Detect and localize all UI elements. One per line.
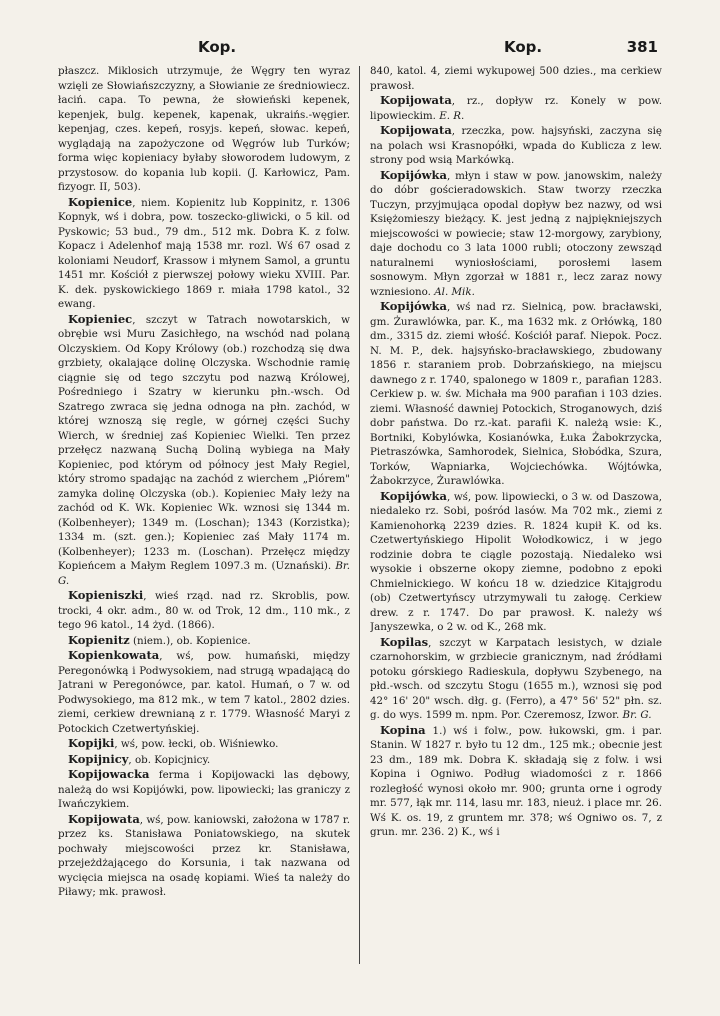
entry-text: , wś, pow. kaniowski, założona w 1787 r. przez ks. Stanisława Poniatowskiego, na skutek pochwały miejscowości przez kr. Stanisława, przejeżdżającego do Korsunia, i tak nazwana od wycięcia miejsca na osadę kopiami. Wieś ta należy do Piławy; mk. prawosł. bbox=[58, 813, 350, 898]
dictionary-entry bbox=[58, 312, 350, 589]
dictionary-entry bbox=[58, 64, 350, 195]
left-column bbox=[58, 64, 350, 964]
entry-headword: Kopieniec bbox=[68, 311, 133, 326]
entry-text: , szczyt w Tatrach nowotarskich, w obrębie wsi Muru Zasichłego, na wschód nad polaną Olczyskiem. Od Kopy Królowy (ob.) rozchodzą się dwa grzbiety, okalające dolinę Olczyska. Wschodnie ramię ciągnie się od tego szczytu pod nazwą Królowej, Pośredniego i Szatry w kierunku płn.-wsch. Od Szatrego zwraca się jedna odnoga na płn. zachód, w której wznoszą się regle, w górnej części Suchy Wierch, w średniej zaś Kopieniec Wielki. Ten przez przełęcz nazwaną Suchą Doliną wybiega na Mały Kopieniec, pod którym od północy jest Mały Regiel, który stromo spadając na zachód z wierchem „Piórem" zamyka dolinę Olczyska (ob.). Kopieniec Mały leży na zachód od K. Wk. Kopieniec Wk. wznosi się 1344 m. (Kolbenheyer); 1349 m. (Loschan); 1343 (Korzistka); 1334 m. (szt. gen.); Kopieniec zaś Mały 1174 m. (Kolbenheyer); 1233 m. (Loschan). Przełęcz między Kopieńcem a Małym Reglem 1097.3 m. (Uznański). bbox=[58, 313, 350, 572]
dictionary-entry bbox=[370, 64, 662, 93]
entry-text: , rz., dopływ rz. Konely w pow. lipowieckim. bbox=[370, 95, 662, 122]
entry-headword: Kopijnicy bbox=[68, 751, 129, 766]
entry-text: , wś nad rz. Sielnicą, pow. bracławski, gm. Żurawlówka, par. K., ma 1632 mk. z Orłówką, 180 dm., 3315 dz. ziemi włość. Kościół paraf. Niepok. Pocz. N. M. P., dek. hajsyńsko-bracławskiego, zbudowany 1856 r. staraniem prob. Dobrzańskiego, na miejscu dawnego z r. 1740, spalonego w 1809 r., parafian 1283. Cerkiew p. w. św. Michała ma 900 parafian i 103 dzies. ziemi. Własność dawniej Potockich, Stroganowych, dziś dobr państwa. Do rz.-kat. parafii K. należą wsie: K., Bortniki, Kobylówka, Kosianówka, Łuka Żabokrzycka, Pietraszówka, Samhorodek, Sielnica, Słobódka, Szura, Torków, Wapniarka, Wojciechówka. Wójtówka, Żabokrzyce, Żurawlówka. bbox=[370, 301, 662, 487]
entry-headword: Kopilas bbox=[380, 634, 429, 649]
dictionary-entry bbox=[58, 812, 350, 900]
entry-text: , rzeczka, pow. hajsyński, zaczyna się na polach wsi Krasnopółki, wpada do Kublicza z lew. strony pod wsią Markówką. bbox=[370, 125, 662, 166]
entry-headword: Kopienitz bbox=[68, 632, 130, 647]
dictionary-entry bbox=[58, 767, 350, 812]
page-number: 381 bbox=[626, 38, 658, 56]
dictionary-entry bbox=[58, 633, 350, 649]
dictionary-entry bbox=[370, 723, 662, 840]
entry-text: , młyn i staw w pow. janowskim, należy do dóbr gościeradowskich. Staw tworzy rzeczka Tuczyn, przyjmująca opodal dopływ bez nazwy, od wsi Księżomieszy bieżący. K. jest jedną z najpiękniejszych miejscowości w powiecie; staw 12-morgowy, zarybiony, daje dochodu co 3 lata 1000 rubli; otoczony zewsząd naturalnemi wyniosłościami, porosłemi lasem sosnowym. Młyn zgorzał w 1881 r., lecz zaraz nowy wzniesiono. bbox=[370, 169, 662, 298]
entry-text: , szczyt w Karpatach lesistych, w dziale czarnohorskim, w grzbiecie granicznym, nad źródłami potoku górskiego Radieskula, dopływu Szybenego, na płd.-wsch. od szczytu Stogu (1655 m.), wznosi się pod 42° 16' 20" wsch. dłg. g. (Ferro), a 47° 56' 52" płn. sz. g. do wys. 1599 m. npm. Por. Czeremosz, Izwor. bbox=[370, 636, 662, 721]
entry-headword: Kopieniszki bbox=[68, 588, 144, 602]
entry-signature: Br. G. bbox=[58, 560, 350, 587]
dictionary-entry bbox=[58, 752, 350, 768]
entry-text: 840, katol. 4, ziemi wykupowej 500 dzies., ma cerkiew prawosł. bbox=[370, 65, 662, 92]
entry-text: , wś, pow. humański, między Peregonówką i Podwysokiem, nad strugą wpadającą do Jatrani w Peregonówce, par. katol. Humań, o 7 w. od Podwysokiego, ma 812 mk., w tem 7 katol., 2802 dzies. ziemi, cerkiew drewnianą z r. 1779. Własność Maryi z Potockich Czetwertyńskiej. bbox=[58, 650, 350, 735]
header-left: Kop. bbox=[198, 38, 237, 56]
entry-text: , wś, pow. łecki, ob. Wiśniewko. bbox=[114, 738, 279, 750]
entry-text: ferma i Kopijowacki las dębowy, należą do wsi Kopijówki, pow. lipowiecki; las graniczy z Iwańczykiem. bbox=[58, 769, 350, 810]
entry-headword: Kopina bbox=[380, 722, 426, 737]
entry-headword: Kopijowacka bbox=[68, 767, 150, 781]
entry-headword: Kopijowata bbox=[380, 123, 452, 137]
entry-headword: Kopijowata bbox=[68, 811, 140, 826]
dictionary-entry bbox=[58, 648, 350, 736]
dictionary-entry bbox=[370, 299, 662, 489]
dictionary-entry bbox=[58, 195, 350, 312]
entry-headword: Kopijówka bbox=[380, 488, 447, 503]
entry-signature: E. R. bbox=[435, 109, 465, 122]
entry-headword: Kopijki bbox=[68, 736, 115, 750]
right-column bbox=[370, 64, 662, 964]
entry-text: , wś, pow. lipowiecki, o 3 w. od Daszowa, niedaleko rz. Sobi, pośród lasów. Ma 702 mk., ziemi z Kamienohorką 2239 dzies. R. 1824 kupił K. od ks. Czetwertyńskiego Hipolit Wołodkowicz, i w jego rodzinie dobra te ciągle pozostają. Niedaleko wsi wysokie i obszerne okopy ziemne, podobno z epoki Chmielnickiego. W końcu 18 w. dziedzice Kitajgrodu (ob) Czetwertyńscy utrzymywali tu załogę. Cerkiew drew. z r. 1747. Do par prawosł. K. należy wś Janyszewka, o 2 w. od K., 268 mk. bbox=[370, 490, 662, 633]
header-right: Kop. bbox=[504, 38, 543, 56]
entry-text: (niem.), ob. Kopienice. bbox=[129, 634, 251, 647]
dictionary-entry bbox=[58, 736, 350, 752]
entry-text: , niem. Kopienitz lub Koppinitz, r. 1306 Kopnyk, wś i dobra, pow. toszecko-gliwicki, o 5 kil. od Pyskowic; 53 bud., 79 dm., 512 mk. Dobra K. z folw. Kopacz i Adelenhof mają 1538 mr. rozl. Wś 67 osad z koloniami Neudorf, Krassow i młynem Samol, a gruntu 1451 mr. Kościół z pierwszej połowy wieku XVIII. Par. K. dek. pyskowickiego 1869 r. miała 1798 katol., 32 ewang. bbox=[58, 196, 350, 310]
entry-text: 1.) wś i folw., pow. łukowski, gm. i par. Stanin. W 1827 r. było tu 12 dm., 125 mk.; obecnie jest 23 dm., 189 mk. Dobra K. składają się z folw. i wsi Kopina i Ogniwo. Podług wiadomości z r. 1866 rozległość wynosi około mr. 900; grunta orne i ogrody mr. 577, łąk mr. 114, lasu mr. 183, nieuż. i place mr. 26. Wś K. os. 19, z gruntem mr. 378; wś Ogniwo os. 7, z grun. mr. 236. 2) K., wś i bbox=[370, 724, 662, 838]
dictionary-entry bbox=[370, 489, 662, 635]
entry-headword: Kopijowata bbox=[380, 93, 452, 107]
running-head bbox=[58, 34, 658, 58]
entry-signature: Al. Mik. bbox=[430, 285, 475, 298]
entry-text: , wieś rząd. nad rz. Skroblis, pow. trocki, 4 okr. adm., 80 w. od Trok, 12 dm., 110 mk., z tego 96 katol., 14 żyd. (1866). bbox=[58, 590, 350, 631]
dictionary-entry bbox=[370, 635, 662, 723]
text-columns bbox=[58, 64, 662, 964]
entry-headword: Kopienice bbox=[68, 194, 133, 209]
entry-headword: Kopijówka bbox=[380, 167, 447, 182]
entry-headword: Kopienkowata bbox=[68, 648, 160, 662]
entry-text: , ob. Kopicjnicy. bbox=[128, 753, 211, 766]
dictionary-entry bbox=[58, 588, 350, 633]
dictionary-entry bbox=[370, 168, 662, 300]
entry-signature: Br. G. bbox=[619, 709, 652, 721]
entry-headword: Kopijówka bbox=[380, 299, 447, 313]
dictionary-entry bbox=[370, 123, 662, 168]
dictionary-entry bbox=[370, 93, 662, 123]
entry-text: płaszcz. Miklosich utrzymuje, że Węgry ten wyraz wzięli ze Słowiańszczyzny, a Słowianie ze średniowiecz. łaciń. capa. To pewna, że słowieński kepenek, kepenjek, bulg. kepenek, kapenak, ukraińs.-węgier. kepenjag, czes. kepeń, rosyjs. kepeń, słowac. kepeń, wyglądają na zapożyczone od Węgrów lub Turków; forma więc kopieniacy byłaby słoworodem ludowym, z przystosow. do kopania lub kopii. (J. Karłowicz, Pam. fizyogr. II, 503). bbox=[58, 65, 350, 193]
